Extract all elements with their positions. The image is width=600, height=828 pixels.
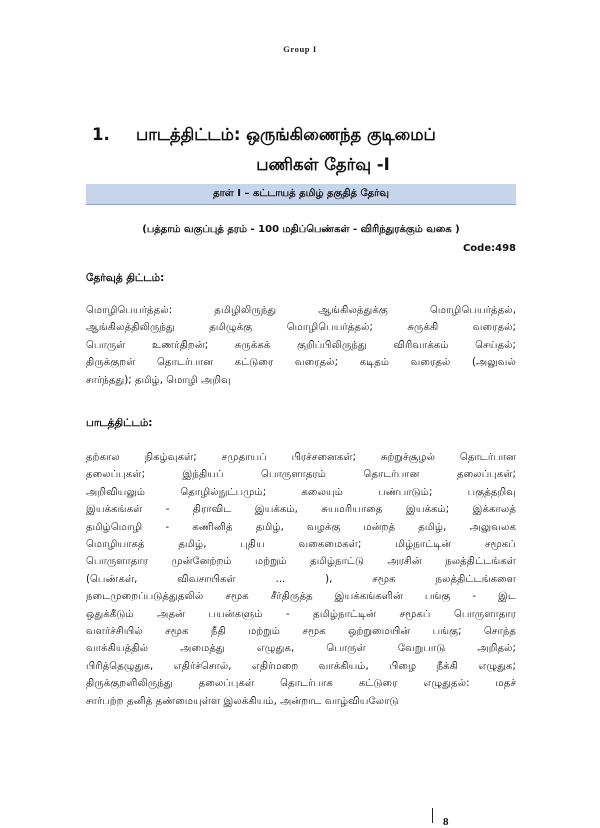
paper-code: Code:498 (462, 243, 516, 254)
syllabus-line: பிரித்தெழுதுக, எதிர்ச்சொல், எதிர்மறை வாக்கியம், பிழை நீக்கி எழுதுக; (86, 660, 516, 672)
syllabus-line: தமிழ்மொழி - கணினித் தமிழ், வழக்கு மன்றத் தமிழ், அலுவலக (86, 521, 516, 533)
syllabus-line: (பெண்கள், விவசாயிகள் ... ), சமூக நலத்திட்டங்களை (86, 573, 516, 585)
running-head: Group I (283, 44, 317, 54)
scheme-heading: தேர்வுத் திட்டம்: (86, 272, 165, 284)
footer-divider (432, 808, 433, 823)
paper-subtitle: (பத்தாம் வகுப்புத் தரம் - 100 மதிப்பெண்கள் - விரிந்துரக்கும் வகை ) (142, 224, 460, 235)
syllabus-line: தற்கால நிகழ்வுகள்; சமுதாயப் பிரச்சனைகள்; சுற்றுச்சூழல் தொடர்பான (86, 452, 516, 463)
title-line-1 (80, 120, 550, 150)
page-number: 8 (443, 816, 449, 828)
scheme-line: ஆங்கிலத்திலிருந்து தமிழுக்கு மொழிபெயர்த்தல்; சுருக்கி வரைதல்; (86, 322, 516, 334)
scheme-line: சார்ந்தது); தமிழ், மொழி அறிவு (86, 374, 231, 386)
syllabus-paragraph (86, 449, 516, 710)
paper-heading-band: தாள் I – கட்டாயத் தமிழ் தகுதித் தேர்வு (86, 184, 516, 205)
title-text-line-1: பாடத்திட்டம்: ஒருங்கிணைந்த குடிமைப் (136, 125, 436, 144)
syllabus-line: சார்பற்ற தனித் தண்மையுள்ள இலக்கியம், அன்றாட வாழ்வியலோடு (86, 695, 399, 707)
syllabus-heading: பாடத்திட்டம்: (86, 417, 153, 429)
syllabus-line: இயக்கங்கள் - திராவிட இயக்கம், சுயமரியாதை இயக்கம்; இக்காலத் (86, 504, 516, 516)
syllabus-line: திருக்குறளிலிருந்து தலைப்புகள் தொடர்பாக கட்டுரை எழுதுதல்: மதச் (86, 678, 516, 690)
syllabus-line: தலைப்புகள்; இந்தியப் பொருளாதரம் தொடர்பான தலைப்புகள்; (86, 469, 516, 481)
syllabus-line: ஒதுக்கீடும் அதன் பயன்களும் - தமிழ்நாட்டின் சமூகப் பொருளாதார (86, 608, 516, 620)
syllabus-line: வாக்கியத்தில் அமைத்து எழுதுக, பொருள் வேறுபாடு அறிதல்; (86, 643, 516, 655)
syllabus-line: வளர்ச்சியில் சமூக நீதி மற்றும் சமூக ஒற்றுமையின் பங்கு; சொந்த (86, 626, 516, 638)
title-number: 1. (92, 125, 110, 144)
syllabus-line: நடைமுறைப்படுத்துதலில் சமூக சீர்திருத்த இயக்கங்களின் பங்கு - இட (86, 591, 516, 603)
scheme-line: திருக்குறள் தொடர்பான கட்டுரை வரைதல்; கடிதம் வரைதல் (அலுவல் (86, 357, 516, 369)
scheme-line: பொருள் உணர்திறன்; சுருக்கக் குறிப்பிலிருந்து விரிவாக்கம் செய்தல்; (86, 339, 516, 351)
scheme-line: மொழிபெயர்த்தல்: தமிழிலிருந்து ஆங்கிலத்துக்கு மொழிபெயர்த்தல், (86, 305, 516, 316)
syllabus-line: மொழியாகத் தமிழ், புதிய வகைமைகள்; மிழ்நாட்டின் சமூகப் (86, 539, 516, 551)
title-text-line-2: பணிகள் தேர்வு -I (256, 155, 390, 174)
page-title (80, 120, 550, 180)
scheme-paragraph (86, 302, 516, 389)
syllabus-line: அறிவியலும் தொழில்நுட்பமும்; கலையும் பண்பாடும்; பகுத்தறிவு (86, 486, 516, 498)
syllabus-line: பொருளாதார முன்னேற்றம் மற்றும் தமிழ்நாட்டு அரசின் நலத்திட்டங்கள் (86, 556, 516, 568)
